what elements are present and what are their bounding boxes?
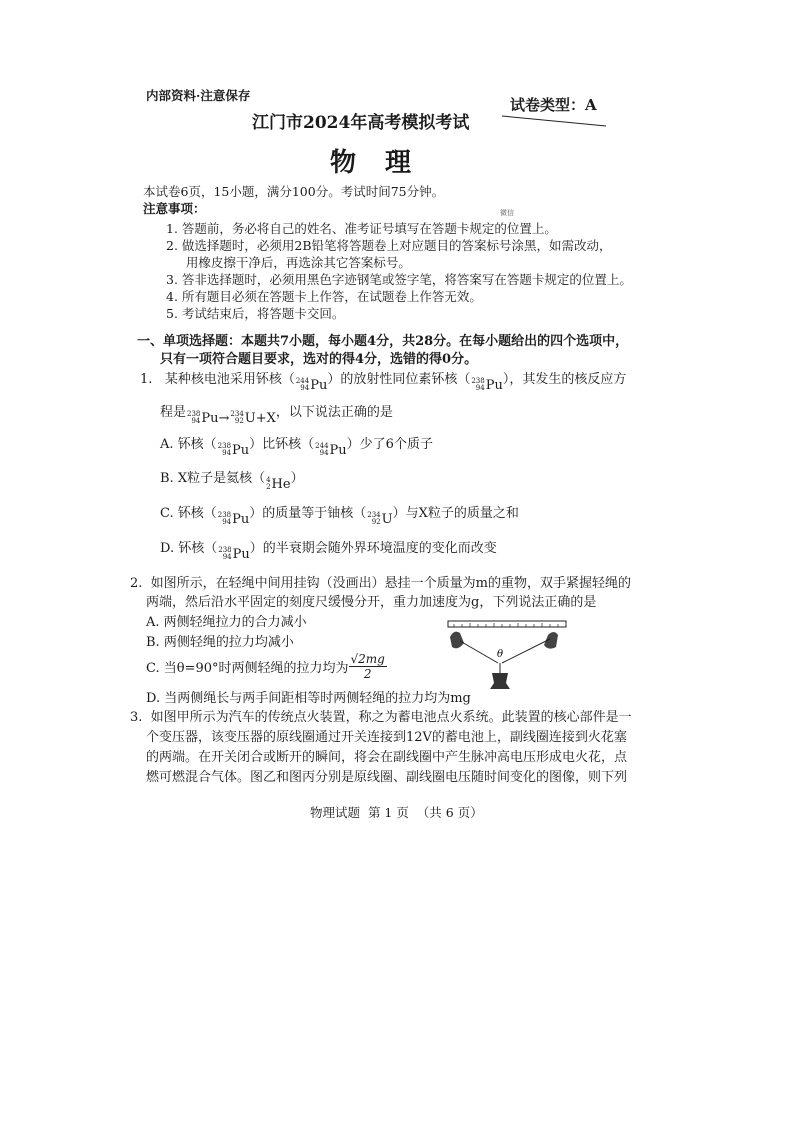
q1-number: 1. bbox=[140, 372, 153, 387]
fraction-sqrt2mg-over-2: $\frac{√2mg}{2}$ bbox=[350, 652, 385, 681]
q1-stem-line1: 1. 某种核电池采用钚核（ 244 94 Pu ）的放射性同位素钚核（ 238 94 Pu ），其发生的核反应方 bbox=[140, 372, 627, 393]
q1-option-b: B. X粒子是氦核（ 4 2 He ） bbox=[160, 471, 304, 492]
confidential-label: 内部资料·注意保存 bbox=[146, 88, 251, 103]
nuclide-pu238: 238 94 Pu bbox=[471, 377, 503, 393]
note-item: 2. 做选择题时，必须用2B铅笔将答题卷上对应题目的答案标号涂黑，如需改动， bbox=[166, 238, 612, 253]
note-item: 4. 所有题目必须在答题卡上作答，在试题卷上作答无效。 bbox=[166, 289, 482, 304]
note-item: 3. 答非选择题时，必须用黑色字迹钢笔或签字笔，将答案写在答题卡规定的位置上。 bbox=[166, 272, 632, 287]
q3-stem-line2: 个变压器，该变压器的原线圈通过开关连接到12V的蓄电池上，副线圈连接到火花塞 bbox=[146, 730, 627, 745]
q1-option-c: C. 钚核（ 238 94 Pu ）的质量等于铀核（ 234 92 U ）与X粒子的质量之和 bbox=[160, 506, 519, 527]
q3-stem-line4: 燃可燃混合气体。图乙和图丙分别是原线圈、副线圈电压随时间变化的图像，则下列 bbox=[146, 770, 628, 785]
paper-type: 试卷类型：A bbox=[510, 96, 597, 114]
q1-option-d: D. 钚核（ 238 94 Pu ）的半衰期会随外界环境温度的变化而改变 bbox=[160, 541, 497, 562]
q2-stem-line2: 两端，然后沿水平固定的刻度尺缓慢分开，重力加速度为g，下列说法正确的是 bbox=[146, 595, 597, 610]
section-heading: 一、单项选择题：本题共7小题，每小题4分，共28分。在每小题给出的四个选项中， bbox=[137, 334, 629, 349]
reaction-equation: 238 94 Pu → 234 92 U +X bbox=[187, 410, 276, 426]
ruler bbox=[448, 621, 566, 627]
paper-type-underline bbox=[500, 114, 610, 128]
right-rope bbox=[502, 639, 550, 663]
exam-title: 江门市2024年高考模拟考试 bbox=[252, 113, 470, 133]
q3-stem-line3: 的两端。在开关闭合或断开的瞬间，将会在副线圈中产生脉冲高电压形成电火花，点 bbox=[146, 750, 628, 765]
q3-stem-line1: 3. 如图甲所示为汽车的传统点火装置，称之为蓄电池点火系统。此装置的核心部件是一 bbox=[130, 710, 632, 725]
q2-option-a: A. 两侧轻绳拉力的合力减小 bbox=[146, 615, 307, 630]
q2-stem-line1: 2. 如图所示，在轻绳中间用挂钩（没画出）悬挂一个质量为m的重物，双手紧握轻绳的 bbox=[130, 576, 631, 591]
q2-number: 2. bbox=[130, 576, 143, 591]
left-hand-icon bbox=[450, 632, 464, 649]
theta-label: θ bbox=[497, 649, 504, 660]
q3-number: 3. bbox=[130, 710, 143, 725]
subject-title: 物 理 bbox=[330, 148, 422, 178]
weight-icon bbox=[490, 673, 510, 689]
ruler-ticks bbox=[454, 623, 558, 627]
q2-figure bbox=[440, 615, 570, 697]
watermark: 微信 bbox=[500, 209, 514, 217]
q2-option-b: B. 两侧轻绳的拉力均减小 bbox=[146, 635, 294, 650]
section-heading-cont: 只有一项符合题目要求，选对的得4分，选错的得0分。 bbox=[160, 352, 478, 367]
note-item: 用橡皮擦干净后，再选涂其它答案标号。 bbox=[166, 255, 411, 270]
right-hand-icon bbox=[544, 632, 558, 649]
q2-option-d: D. 当两侧绳长与两手间距相等时两侧轻绳的拉力均为mg bbox=[146, 691, 471, 706]
q1-stem-line2: 程是 238 94 Pu → 234 92 U +X ，以下说法正确的是 bbox=[160, 405, 393, 426]
page-footer: 物理试题 第 1 页 （共 6 页） bbox=[310, 805, 483, 820]
nuclide-pu244: 244 94 Pu bbox=[295, 377, 328, 393]
note-item: 1. 答题前，务必将自己的姓名、准考证号填写在答题卡规定的位置上。 bbox=[166, 221, 557, 236]
left-rope bbox=[460, 641, 498, 663]
notes-heading: 注意事项： bbox=[143, 201, 206, 216]
q2-option-c: C. 当θ=90°时两侧轻绳的拉力均为 $\frac{√2mg}{2}$ bbox=[146, 652, 385, 681]
note-item: 5. 考试结束后，将答题卡交回。 bbox=[166, 306, 345, 321]
q1-option-a: A. 钚核（ 238 94 Pu ）比钚核（ 244 94 Pu ）少了6个质子 bbox=[160, 437, 433, 458]
intro-text: 本试卷6页，15小题，满分100分。考试时间75分钟。 bbox=[143, 184, 445, 199]
